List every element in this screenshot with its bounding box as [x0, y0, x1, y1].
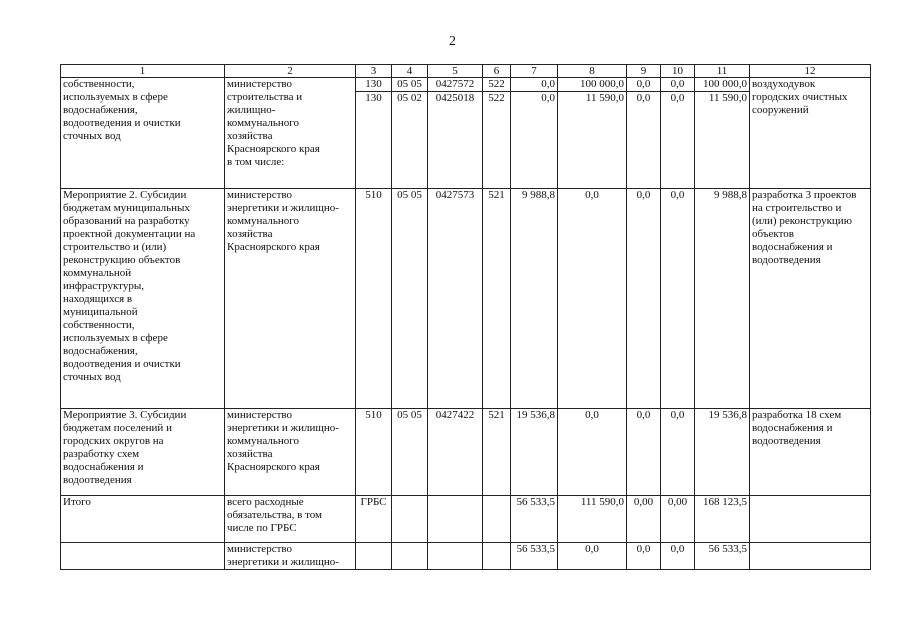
cell-col9: 0,0 — [627, 78, 661, 92]
cell-grbs: 510 — [356, 409, 392, 496]
cell-col8: 0,0 — [558, 189, 627, 409]
measure-cell: собственности, используемых в сфере водоснабжения, водоотведения и очистки сточных вод — [61, 78, 225, 189]
ministry-cell: всего расходные обязательства, в том числе по ГРБС — [225, 496, 356, 543]
cell-target — [428, 496, 483, 543]
cell-type — [483, 543, 511, 570]
result-cell: разработка 3 проектов на строительство и (или) реконструкцию объектов водоснабжения и водоотведения — [750, 189, 871, 409]
cell-col9: 0,0 — [627, 92, 661, 189]
cell-col7: 9 988,8 — [511, 189, 558, 409]
header-cell: 4 — [392, 65, 428, 78]
cell-col7: 56 533,5 — [511, 543, 558, 570]
ministry-cell: министерство строительства и жилищно- коммунального хозяйства Красноярского края в том числе: — [225, 78, 356, 189]
cell-col11: 11 590,0 — [695, 92, 750, 189]
measure-cell — [61, 543, 225, 570]
cell-col8: 111 590,0 — [558, 496, 627, 543]
header-cell: 6 — [483, 65, 511, 78]
header-cell: 11 — [695, 65, 750, 78]
cell-col10: 0,00 — [661, 496, 695, 543]
header-cell: 2 — [225, 65, 356, 78]
ministry-cell: министерство энергетики и жилищно- коммунального хозяйства Красноярского края — [225, 189, 356, 409]
cell-col10: 0,0 — [661, 92, 695, 189]
cell-grbs: ГРБС — [356, 496, 392, 543]
cell-col11: 9 988,8 — [695, 189, 750, 409]
header-cell: 12 — [750, 65, 871, 78]
cell-type: 521 — [483, 189, 511, 409]
header-cell: 5 — [428, 65, 483, 78]
cell-target: 0427573 — [428, 189, 483, 409]
cell-col8: 0,0 — [558, 409, 627, 496]
table-row — [61, 496, 871, 543]
cell-col10: 0,0 — [661, 543, 695, 570]
table-row — [61, 543, 871, 570]
result-cell — [750, 543, 871, 570]
cell-col11: 100 000,0 — [695, 78, 750, 92]
measure-cell: Мероприятие 3. Субсидии бюджетам поселений и городских округов на разработку схем водоснабжения и водоотведения — [61, 409, 225, 496]
table-row — [61, 78, 871, 92]
cell-type: 521 — [483, 409, 511, 496]
header-cell: 1 — [61, 65, 225, 78]
result-cell: воздуходувок городских очистных сооружений — [750, 78, 871, 189]
measure-cell: Мероприятие 2. Субсидии бюджетам муниципальных образований на разработку проектной документации на строительство и (или) реконструкцию объектов коммунальной инфраструктуры, находящихся в муниципальной собственности, используемых в сфере водоснабжения, водоотведения и очистки сточных вод — [61, 189, 225, 409]
cell-col8: 100 000,0 — [558, 78, 627, 92]
cell-type: 522 — [483, 78, 511, 92]
cell-section: 05 02 — [392, 92, 428, 189]
table-row — [61, 409, 871, 496]
ministry-cell: министерство энергетики и жилищно- коммунального хозяйства Красноярского края — [225, 409, 356, 496]
header-cell: 10 — [661, 65, 695, 78]
cell-section — [392, 543, 428, 570]
result-cell: разработка 18 схем водоснабжения и водоотведения — [750, 409, 871, 496]
cell-col10: 0,0 — [661, 78, 695, 92]
cell-grbs: 130 — [356, 92, 392, 189]
total-label-cell: Итого — [61, 496, 225, 543]
cell-section: 05 05 — [392, 189, 428, 409]
cell-col7: 0,0 — [511, 92, 558, 189]
cell-col7: 56 533,5 — [511, 496, 558, 543]
cell-target — [428, 543, 483, 570]
cell-grbs: 130 — [356, 78, 392, 92]
cell-target: 0427572 — [428, 78, 483, 92]
ministry-cell: министерство энергетики и жилищно- — [225, 543, 356, 570]
page-number: 2 — [449, 34, 456, 49]
cell-col11: 19 536,8 — [695, 409, 750, 496]
cell-section: 05 05 — [392, 409, 428, 496]
table-row — [61, 189, 871, 409]
cell-col10: 0,0 — [661, 409, 695, 496]
cell-col11: 56 533,5 — [695, 543, 750, 570]
budget-table — [60, 64, 871, 570]
header-row — [61, 65, 871, 78]
result-cell — [750, 496, 871, 543]
cell-section: 05 05 — [392, 78, 428, 92]
header-cell: 3 — [356, 65, 392, 78]
cell-col7: 19 536,8 — [511, 409, 558, 496]
cell-col11: 168 123,5 — [695, 496, 750, 543]
header-cell: 8 — [558, 65, 627, 78]
cell-type — [483, 496, 511, 543]
cell-col10: 0,0 — [661, 189, 695, 409]
cell-section — [392, 496, 428, 543]
cell-target: 0427422 — [428, 409, 483, 496]
cell-col9: 0,0 — [627, 189, 661, 409]
header-cell: 7 — [511, 65, 558, 78]
cell-col8: 0,0 — [558, 543, 627, 570]
cell-grbs — [356, 543, 392, 570]
cell-col8: 11 590,0 — [558, 92, 627, 189]
cell-col7: 0,0 — [511, 78, 558, 92]
cell-type: 522 — [483, 92, 511, 189]
cell-target: 0425018 — [428, 92, 483, 189]
cell-col9: 0,0 — [627, 543, 661, 570]
cell-grbs: 510 — [356, 189, 392, 409]
cell-col9: 0,0 — [627, 409, 661, 496]
cell-col9: 0,00 — [627, 496, 661, 543]
header-cell: 9 — [627, 65, 661, 78]
